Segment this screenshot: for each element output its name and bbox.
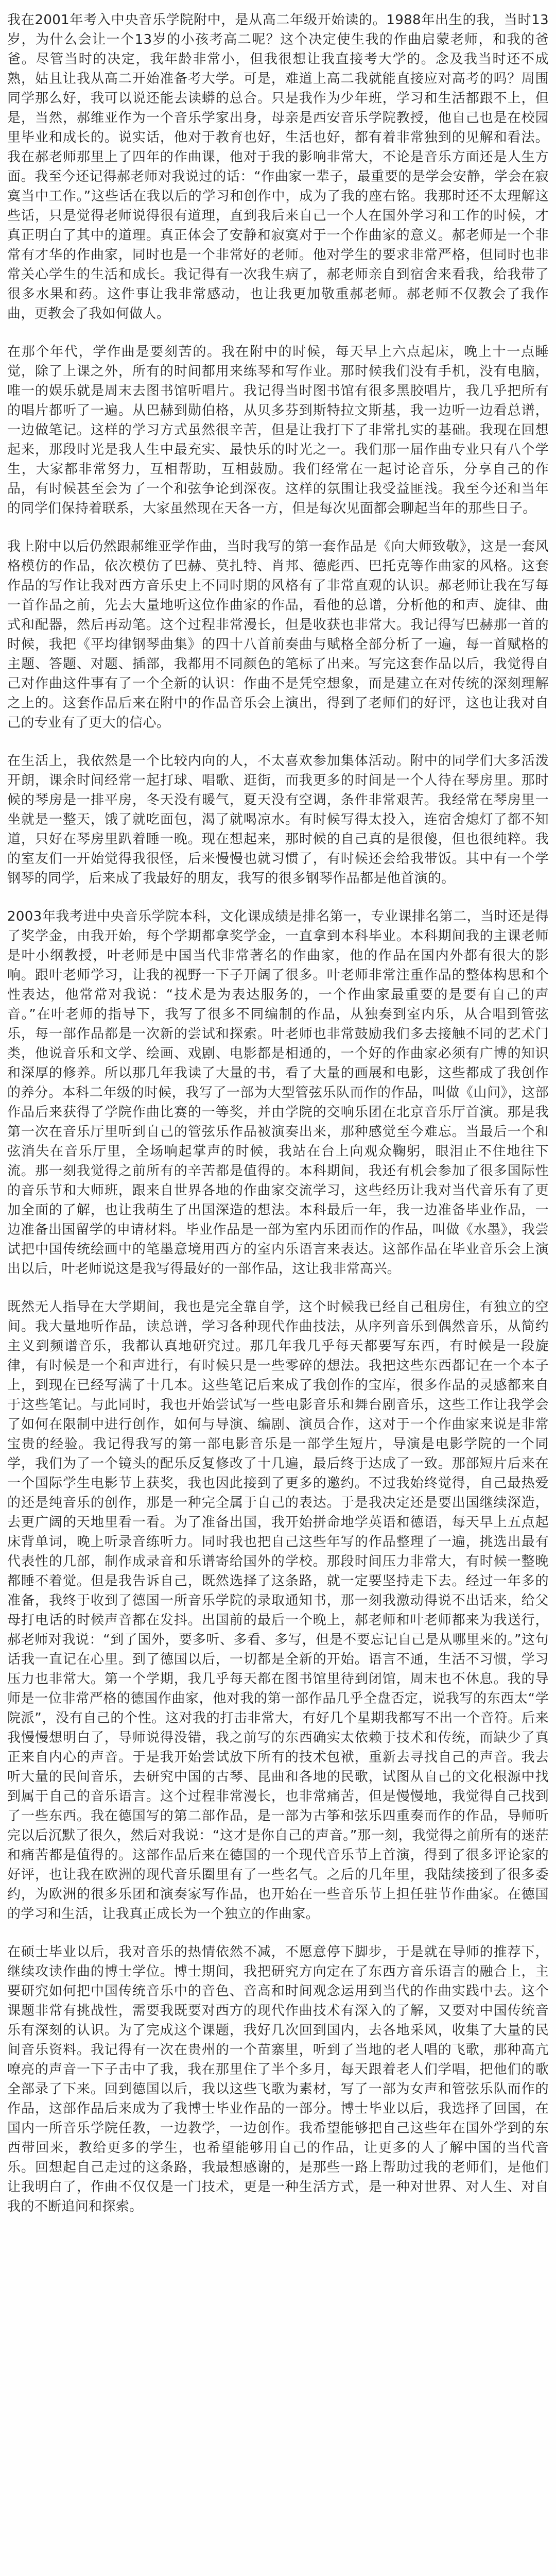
article-paragraph: 既然无人指导在大学期间，我也是完全靠自学，这个时候我已经自己租房住，有独立的空间。我大量地听作品，读总谱，学习各种现代作曲技法，从序列音乐到偶然音乐，从简约主义到频谱音乐，我都认真地研究过。那几年我几乎每天都要写东西，有时候是一段旋律，有时候是一个和声进行，有时候只是一些零碎的想法。我把这些东西都记在一个本子上，到现在已经写满了十几本。这些笔记后来成了我创作的宝库，很多作品的灵感都来自于这些笔记。与此同时，我也开始尝试写一些电影音乐和舞台剧音乐，这些工作让我学会了如何在限制中进行创作，如何与导演、编剧、演员合作，这对于一个作曲家来说是非常宝贵的经验。我记得我写的第一部电影音乐是一部学生短片，导演是电影学院的一个同学，我们为了一个镜头的配乐反复修改了十几遍，最后终于达成了一致。那部短片后来在一个国际学生电影节上获奖，我也因此接到了更多的邀约。不过我始终觉得，自己最热爱的还是纯音乐的创作，那是一种完全属于自己的表达。于是我决定还是要出国继续深造，去更广阔的天地里看一看。为了准备出国，我开始拼命地学英语和德语，每天早上五点起床背单词，晚上听录音练听力。同时我也把自己这些年写的作品整理了一遍，挑选出最有代表性的几部，制作成录音和乐谱寄给国外的学校。那段时间压力非常大，有时候一整晚都睡不着觉。但是我告诉自己，既然选择了这条路，就一定要坚持走下去。经过一年多的准备，我终于收到了德国一所音乐学院的录取通知书，那一刻我激动得说不出话来，给父母打电话的时候声音都在发抖。出国前的最后一个晚上，郝老师和叶老师都来为我送行，郝老师对我说：“到了国外，要多听、多看、多写，但是不要忘记自己是从哪里来的。”这句话我一直记在心里。到了德国以后，一切都是全新的开始。语言不通，生活不习惯，学习压力也非常大。第一个学期，我几乎每天都在图书馆里待到闭馆，周末也不休息。我的导师是一位非常严格的德国作曲家，他对我的第一部作品几乎全盘否定，说我写的东西太“学院派”，没有自己的个性。这对我的打击非常大，有好几个星期我都写不出一个音符。后来我慢慢想明白了，导师说得没错，我之前写的东西确实太依赖于技术和传统，而缺少了真正来自内心的声音。于是我开始尝试放下所有的技术包袱，重新去寻找自己的声音。我去听大量的民间音乐，去研究中国的古琴、昆曲和各地的民歌，试图从自己的文化根源中找到属于自己的音乐语言。这个过程非常漫长，也非常痛苦，但是慢慢地，我觉得自己找到了一些东西。我在德国写的第二部作品，是一部为古筝和弦乐四重奏而作的作品，导师听完以后沉默了很久，然后对我说：“这才是你自己的声音。”那一刻，我觉得之前所有的迷茫和痛苦都是值得的。这部作品后来在德国的一个现代音乐节上首演，得到了很多评论家的好评，也让我在欧洲的现代音乐圈里有了一些名气。之后的几年里，我陆续接到了很多委约，为欧洲的很多乐团和演奏家写作品，也开始在一些音乐节上担任驻节作曲家。在德国的学习和生活，让我真正成长为一个独立的作曲家。 [7,1299,549,1922]
article-paragraph: 在硕士毕业以后，我对音乐的热情依然不减，不愿意停下脚步，于是就在导师的推荐下，继续攻读作曲的博士学位。博士期间，我把研究方向定在了东西方音乐语言的融合上，主要研究如何把中国传统音乐中的音色、音高和时间观念运用到当代的作曲实践中去。这个课题非常有挑战性，需要我既要对西方的现代作曲技术有深入的了解，又要对中国传统音乐有深刻的认识。为了完成这个课题，我好几次回到国内，去各地采风，收集了大量的民间音乐资料。我记得有一次在贵州的一个苗寨里，听到了当地的老人唱的飞歌，那种高亢嘹亮的声音一下子击中了我，我在那里住了半个多月，每天跟着老人们学唱，把他们的歌全部录了下来。回到德国以后，我以这些飞歌为素材，写了一部为女声和管弦乐队而作的作品，这部作品后来成为了我博士毕业作品的一部分。博士毕业以后，我选择了回国，在国内一所音乐学院任教，一边教学，一边创作。我希望能够把自己这些年在国外学到的东西带回来，教给更多的学生，也希望能够用自己的作品，让更多的人了解中国的当代音乐。回想起自己走过的这条路，我最想感谢的，是那些一路上帮助过我的老师们，是他们让我明白了，作曲不仅仅是一门技术，更是一种生活方式，是一种对世界、对人生、对自我的不断追问和探索。 [7,1944,549,2214]
article-body [7,10,549,2235]
article-paragraph: 我上附中以后仍然跟郝维亚学作曲，当时我写的第一套作品是《向大师致敬》，这是一套风格模仿的作品，依次模仿了巴赫、莫扎特、肖邦、德彪西、巴托克等作曲家的风格。这套作品的写作让我对西方音乐史上不同时期的风格有了非常直观的认识。郝老师让我在写每一首作品之前，先去大量地听这位作曲家的作品，看他的总谱，分析他的和声、旋律、曲式和配器，然后再动笔。这个过程非常漫长，但是收获也非常大。我记得写巴赫那一首的时候，我把《平均律钢琴曲集》的四十八首前奏曲与赋格全部分析了一遍，每一首赋格的主题、答题、对题、插部，我都用不同颜色的笔标了出来。写完这套作品以后，我觉得自己对作曲这件事有了一个全新的认识：作曲不是凭空想象，而是建立在对传统的深刻理解之上的。这套作品后来在附中的作品音乐会上演出，得到了老师们的好评，这也让我对自己的专业有了更大的信心。 [7,539,549,731]
article-paragraph: 在生活上，我依然是一个比较内向的人，不太喜欢参加集体活动。附中的同学们大多活泼开朗，课余时间经常一起打球、唱歌、逛街，而我更多的时间是一个人待在琴房里。那时候的琴房是一排平房，冬天没有暖气，夏天没有空调，条件非常艰苦。我经常在琴房里一坐就是一整天，饿了就吃面包，渴了就喝凉水。有时候写得太投入，连宿舍熄灯了都不知道，只好在琴房里趴着睡一晚。现在想起来，那时候的自己真的是很傻，但也很纯粹。我的室友们一开始觉得我很怪，后来慢慢也就习惯了，有时候还会给我带饭。其中有一个学钢琴的同学，后来成了我最好的朋友，我写的很多钢琴作品都是他首演的。 [7,753,549,886]
article-paragraph: 我在2001年考入中央音乐学院附中，是从高二年级开始读的。1988年出生的我，当时13岁，为什么会让一个13岁的小孩考高二呢？这个决定使生我的作曲启蒙老师，和我的爸爸。尽管当时的决定，我年龄非常小，但我很想让我直接考大学的。念及我当时还不成熟，姑且让我从高二开始准备考大学。可是，难道上高二我就能直接应对高考的吗？周围同学那么好，我可以说还能去读蟒的总合。只是我作为少年班，学习和生活都跟不上，但是，当然，郝维亚作为一个音乐学家出身，母亲是西安音乐学院教授，他自己也是在校园里毕业和成长的。说实话，他对于教育也好，生活也好，都有着非常独到的见解和看法。我在郝老师那里上了四年的作曲课，他对于我的影响非常大，不论是音乐方面还是人生方面。我至今还记得郝老师对我说过的话：“作曲家一辈子，最重要的是学会安静，学会在寂寞当中工作。”这些话在我以后的学习和创作中，成为了我的座右铭。我那时还不太理解这些话，只是觉得老师说得很有道理，直到我后来自己一个人在国外学习和工作的时候，才真正明白了其中的道理。真正体会了安静和寂寞对于一个作曲家的意义。郝老师是一个非常有才华的作曲家，同时也是一个非常好的老师。他对学生的要求非常严格，但同时也非常关心学生的生活和成长。我记得有一次我生病了，郝老师亲自到宿舍来看我，给我带了很多水果和药。这件事让我非常感动，也让我更加敬重郝老师。郝老师不仅教会了我作曲，更教会了我如何做人。 [7,12,549,321]
article-paragraph: 2003年我考进中央音乐学院本科，文化课成绩是排名第一，专业课排名第二，当时还是得了奖学金，由我开始，每个学期都拿奖学金，一直拿到本科毕业。本科期间我的主课老师是叶小纲教授，叶老师是中国当代非常著名的作曲家，他的作品在国内外都有很大的影响。跟叶老师学习，让我的视野一下子开阔了很多。叶老师非常注重作品的整体构思和个性表达，他常常对我说：“技术是为表达服务的，一个作曲家最重要的是要有自己的声音。”在叶老师的指导下，我写了很多不同编制的作品，从独奏到室内乐，从合唱到管弦乐，每一部作品都是一次新的尝试和探索。叶老师也非常鼓励我们多去接触不同的艺术门类，他说音乐和文学、绘画、戏剧、电影都是相通的，一个好的作曲家必须有广博的知识和深厚的修养。所以那几年我读了大量的书，看了大量的画展和电影，这些都成了我创作的养分。本科二年级的时候，我写了一部为大型管弦乐队而作的作品，叫做《山问》，这部作品后来获得了学院作曲比赛的一等奖，并由学院的交响乐团在北京音乐厅首演。那是我第一次在音乐厅里听到自己的管弦乐作品被演奏出来，那种感觉至今难忘。当最后一个和弦消失在音乐厅里，全场响起掌声的时候，我站在台上向观众鞠躬，眼泪止不住地往下流。那一刻我觉得之前所有的辛苦都是值得的。本科期间，我还有机会参加了很多国际性的音乐节和大师班，跟来自世界各地的作曲家交流学习，这些经历让我对当代音乐有了更加全面的了解，也让我萌生了出国深造的想法。本科最后一年，我一边准备毕业作品，一边准备出国留学的申请材料。毕业作品是一部为室内乐团而作的作品，叫做《水墨》，我尝试把中国传统绘画中的笔墨意境用西方的室内乐语言来表达。这部作品在毕业音乐会上演出以后，叶老师说这是我写得最好的一部作品，这让我非常高兴。 [7,909,549,1277]
article-paragraph: 在那个年代，学作曲是要刻苦的。我在附中的时候，每天早上六点起床，晚上十一点睡觉，除了上课之外，所有的时间都用来练琴和写作业。那时候我们没有手机，没有电脑，唯一的娱乐就是周末去图书馆听唱片。我记得当时图书馆有很多黑胶唱片，我几乎把所有的唱片都听了一遍。从巴赫到勋伯格，从贝多芬到斯特拉文斯基，我一边听一边看总谱，一边做笔记。这样的学习方式虽然很辛苦，但是让我打下了非常扎实的基础。我现在回想起来，那段时光是我人生中最充实、最快乐的时光之一。我们那一届作曲专业只有八个学生，大家都非常努力，互相帮助，互相鼓励。我们经常在一起讨论音乐，分享自己的作品，有时候甚至会为了一个和弦争论到深夜。这样的氛围让我受益匪浅。我至今还和当年的同学们保持着联系，大家虽然现在天各一方，但是每次见面都会聊起当年的那些日子。 [7,344,549,516]
